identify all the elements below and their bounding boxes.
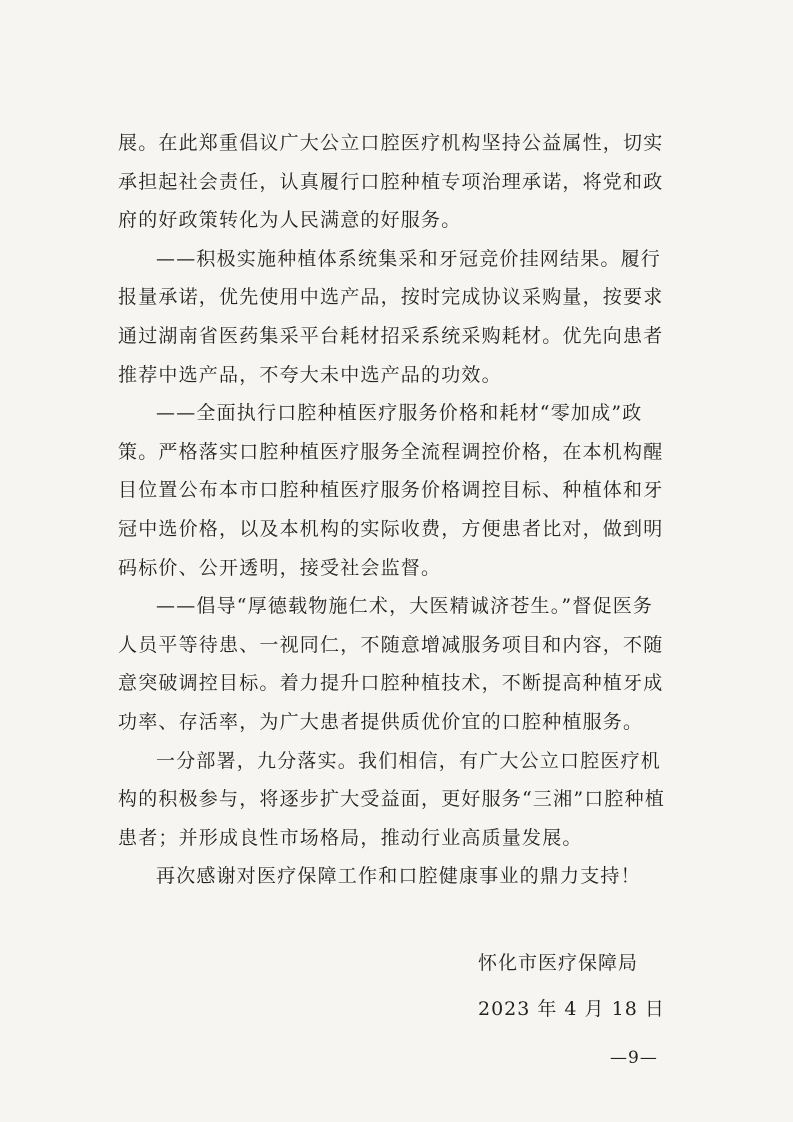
body-line-15: 意突破调控目标。着力提升口腔种植技术，不断提高种植牙成 xyxy=(118,672,664,695)
body-line-19: 患者；并形成良性市场格局，推动行业高质量发展。 xyxy=(118,826,583,849)
body-line-2: 承担起社会责任，认真履行口腔种植专项治理承诺，将党和政 xyxy=(118,170,664,193)
body-line-3: 府的好政策转化为人民满意的好服务。 xyxy=(118,209,462,232)
signature-date: 2023 年 4 月 18 日 xyxy=(478,998,665,1020)
body-line-11: 冠中选价格，以及本机构的实际收费，方便患者比对，做到明 xyxy=(118,517,664,540)
body-line-12: 码标价、公开透明，接受社会监督。 xyxy=(118,556,442,579)
body-line-7: 推荐中选产品，不夸大未中选产品的功效。 xyxy=(118,363,502,386)
body-line-16: 功率、存活率，为广大患者提供质优价宜的口腔种植服务。 xyxy=(118,710,644,733)
document-body xyxy=(118,124,688,896)
body-line-4: ——积极实施种植体系统集采和牙冠竞价挂网结果。履行 xyxy=(156,247,662,270)
body-line-20: 再次感谢对医疗保障工作和口腔健康事业的鼎力支持！ xyxy=(156,865,641,888)
body-line-1: 展。在此郑重倡议广大公立口腔医疗机构坚持公益属性，切实 xyxy=(118,132,664,154)
body-line-14: 人员平等待患、一视同仁，不随意增减服务项目和内容，不随 xyxy=(118,633,664,656)
body-line-18: 构的积极参与，将逐步扩大受益面，更好服务“三湘”口腔种植 xyxy=(118,788,666,811)
body-line-6: 通过湖南省医药集采平台耗材招采系统采购耗材。优先向患者 xyxy=(118,324,664,347)
body-line-5: 报量承诺，优先使用中选产品，按时完成协议采购量，按要求 xyxy=(118,286,664,309)
signature-block xyxy=(470,940,710,1032)
body-line-17: 一分部署，九分落实。我们相信，有广大公立口腔医疗机 xyxy=(156,749,662,772)
body-line-8: ——全面执行口腔种植医疗服务价格和耗材“零加成”政 xyxy=(156,402,643,425)
body-line-9: 策。严格落实口腔种植医疗服务全流程调控价格，在本机构醒 xyxy=(118,440,664,463)
signature-organization: 怀化市医疗保障局 xyxy=(478,952,639,974)
page-number: —9— xyxy=(610,1048,658,1068)
body-line-10: 目位置公布本市口腔种植医疗服务价格调控目标、种植体和牙 xyxy=(118,479,664,502)
body-line-13: ——倡导“厚德载物施仁术，大医精诚济苍生。”督促医务 xyxy=(156,595,654,618)
